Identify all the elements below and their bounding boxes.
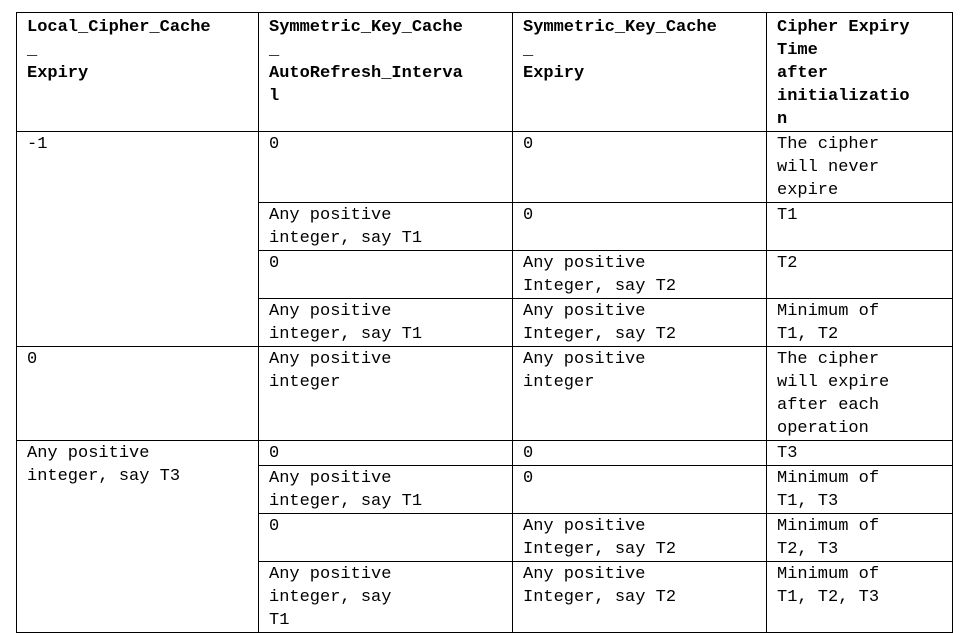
key-cache-expiry-cell: Any positive Integer, say T2 [513, 514, 767, 562]
key-cache-expiry-cell: 0 [513, 203, 767, 251]
column-header-symmetric-key-cache-expiry: Symmetric_Key_Cache _ Expiry [513, 13, 767, 132]
key-cache-expiry-cell: Any positive integer [513, 347, 767, 441]
cipher-expiry-time-cell: T1 [767, 203, 953, 251]
key-cache-expiry-cell: 0 [513, 441, 767, 466]
cipher-expiry-time-cell: Minimum of T1, T2 [767, 299, 953, 347]
cipher-expiry-time-cell: The cipher will never expire [767, 132, 953, 203]
cipher-expiry-time-cell: Minimum of T1, T2, T3 [767, 562, 953, 633]
cipher-expiry-time-cell: Minimum of T2, T3 [767, 514, 953, 562]
autorefresh-interval-cell: Any positive integer [259, 347, 513, 441]
key-cache-expiry-cell: 0 [513, 466, 767, 514]
cipher-expiry-table [16, 12, 953, 633]
autorefresh-interval-cell: Any positive integer, say T1 [259, 466, 513, 514]
autorefresh-interval-cell: 0 [259, 132, 513, 203]
column-header-local-cipher-cache-expiry: Local_Cipher_Cache _ Expiry [17, 13, 259, 132]
autorefresh-interval-cell: Any positive integer, say T1 [259, 562, 513, 633]
cipher-expiry-time-cell: The cipher will expire after each operation [767, 347, 953, 441]
autorefresh-interval-cell: 0 [259, 514, 513, 562]
local-expiry-cell: Any positive integer, say T3 [17, 441, 259, 633]
header-row [17, 13, 953, 132]
local-expiry-cell: 0 [17, 347, 259, 441]
key-cache-expiry-cell: Any positive Integer, say T2 [513, 251, 767, 299]
table-row [17, 441, 953, 466]
cipher-expiry-time-cell: T3 [767, 441, 953, 466]
key-cache-expiry-cell: Any positive Integer, say T2 [513, 299, 767, 347]
local-expiry-cell: -1 [17, 132, 259, 347]
column-header-cipher-expiry-time: Cipher Expiry Time after initializatio n [767, 13, 953, 132]
column-header-symmetric-key-autorefresh-interval: Symmetric_Key_Cache _ AutoRefresh_Interva l [259, 13, 513, 132]
autorefresh-interval-cell: Any positive integer, say T1 [259, 299, 513, 347]
table-row [17, 347, 953, 441]
cipher-expiry-time-cell: Minimum of T1, T3 [767, 466, 953, 514]
table-row [17, 132, 953, 203]
key-cache-expiry-cell: Any positive Integer, say T2 [513, 562, 767, 633]
cipher-expiry-time-cell: T2 [767, 251, 953, 299]
key-cache-expiry-cell: 0 [513, 132, 767, 203]
autorefresh-interval-cell: 0 [259, 441, 513, 466]
autorefresh-interval-cell: 0 [259, 251, 513, 299]
autorefresh-interval-cell: Any positive integer, say T1 [259, 203, 513, 251]
